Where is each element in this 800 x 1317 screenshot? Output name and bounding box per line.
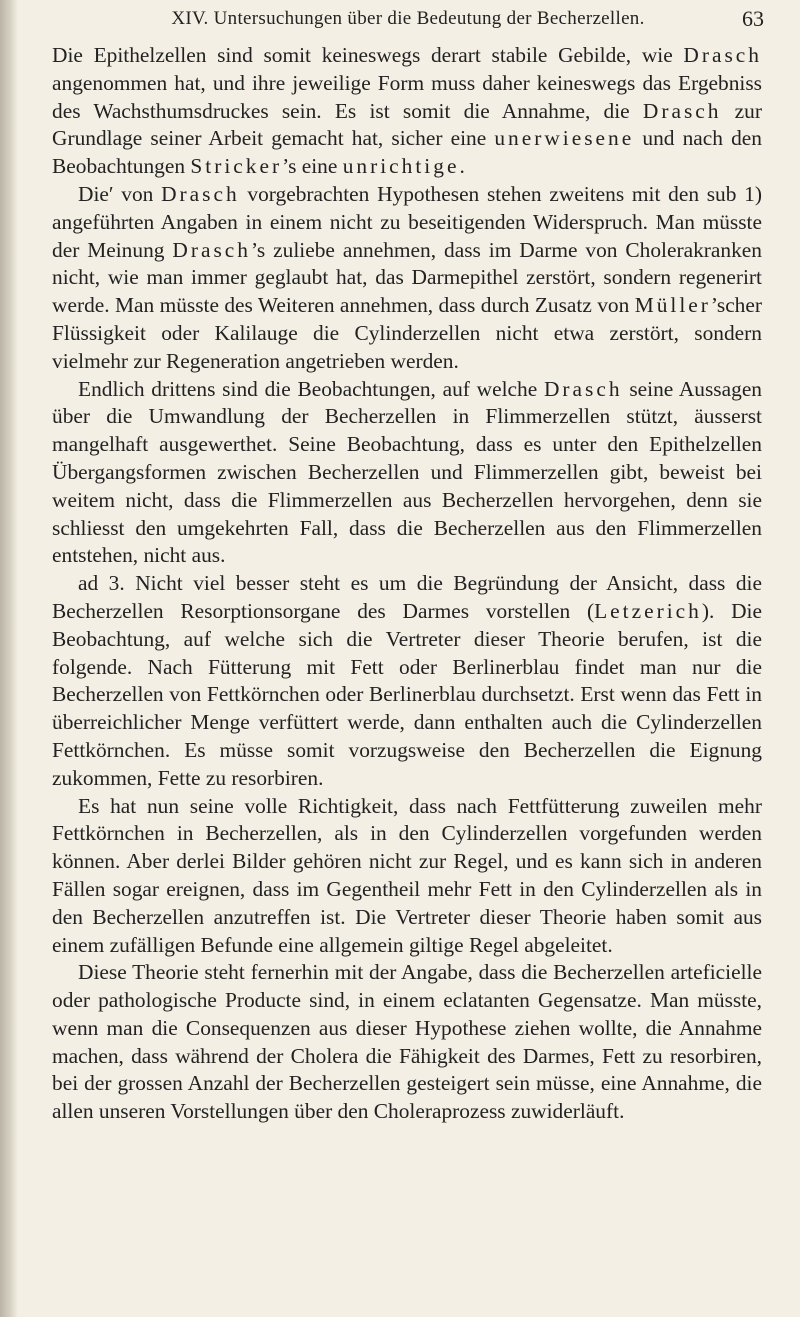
text-run: Die Epithelzellen sind somit keineswegs derart stabile Gebilde, wie bbox=[52, 43, 684, 67]
text-run: ad 3. Nicht viel besser steht es um die Begründung der Ansicht, dass die Becherzellen Resorptionsorgane des Darmes vorstellen ( bbox=[52, 571, 762, 623]
spaced-name: Drasch bbox=[172, 237, 251, 262]
text-run: Endlich drittens sind die Beobachtungen, auf welche bbox=[78, 376, 544, 401]
text-run: ’s eine bbox=[282, 154, 343, 179]
text-run: ). Die Beobachtung, auf welche sich die Vertreter dieser Theorie berufen, ist die folgende. Nach Fütterung mit Fett oder Berlinerblau findet man nur die Becherzellen von Fettkörnchen oder Berlinerblau durchsetzt. Erst wenn das Fett in überreichlicher Menge verfüttert werde, dann enthalten auch die Cylinderzellen Fettkörnchen. Es müsse somit vorzugsweise den Becherzellen die Eignung zukommen, Fette zu resorbiren. bbox=[52, 598, 762, 790]
text-run: zur Grundlage seiner Arbeit gemacht hat, sicher eine bbox=[52, 98, 762, 151]
paragraph-2 bbox=[52, 181, 762, 376]
spaced-name: Drasch bbox=[642, 98, 722, 123]
spaced-name: Stricker bbox=[190, 154, 283, 179]
paragraph-4 bbox=[52, 570, 762, 792]
spaced-name: Drasch bbox=[161, 181, 240, 206]
text-run: und nach den Beobachtungen bbox=[52, 126, 762, 179]
running-head bbox=[52, 4, 764, 36]
body-text bbox=[52, 42, 762, 1126]
spaced-name: Drasch bbox=[683, 43, 762, 67]
spaced-name: Letzerich bbox=[594, 598, 702, 623]
page-edge-shadow bbox=[0, 0, 18, 1317]
spaced-name: Müller bbox=[634, 293, 711, 318]
text-run: seine Aussagen über die Umwandlung der Becherzellen in Flimmerzellen stützt, äusserst mangelhaft ausgewerthet. Seine Beobachtung, dass es unter den Epithelzellen Übergangsformen zwischen Becherzellen und Flimmerzellen gibt, beweist bei weitem nicht, dass die Flimmerzellen aus Becherzellen hervorgehen, denn sie schliesst den umgekehrten Fall, dass die Becherzellen aus den Flimmerzellen entstehen, nicht aus. bbox=[52, 376, 763, 568]
text-run: angenommen hat, und ihre jeweilige Form muss daher keineswegs das Ergebniss des Wachsthumsdruckes sein. Es ist somit die Annahme, die bbox=[52, 70, 762, 123]
text-run: Die′ von bbox=[78, 181, 162, 206]
spaced-name: unerwiesene bbox=[494, 126, 635, 151]
text-run: vorgebrachten Hypothesen stehen zweitens mit den sub 1) angeführten Angaben in einem nicht zu beseitigenden Widerspruch. Man müsste der Meinung bbox=[52, 181, 762, 262]
page-number: 63 bbox=[742, 6, 764, 31]
paragraph-6 bbox=[52, 959, 762, 1126]
text-run: . bbox=[459, 154, 465, 179]
spaced-name: Drasch bbox=[543, 376, 623, 401]
text-run: Diese Theorie steht fernerhin mit der Angabe, dass die Becherzellen arteficielle oder pathologische Producte sind, in einem eclatanten Gegensatze. Man müsste, wenn man die Consequenzen aus dieser Hypothese ziehen wollte, die Annahme machen, dass während der Cholera die Fähigkeit des Darmes, Fett zu resorbiren, bei der grossen Anzahl der Becherzellen gesteigert sein müsse, eine Annahme, die allen unseren Vorstellungen über den Choleraprozess zuwiderläuft. bbox=[52, 960, 762, 1124]
text-run: ’s zuliebe annehmen, dass im Darme von Cholerakranken nicht, wie man immer geglaubt hat, das Darmepithel zerstört, sondern regenerirt werde. Man müsste des Weiteren annehmen, dass durch Zusatz von bbox=[52, 237, 762, 318]
spaced-name: unrichtige bbox=[342, 154, 460, 179]
paragraph-5 bbox=[52, 793, 762, 960]
paragraph-1 bbox=[52, 42, 762, 181]
text-run: ’scher Flüssigkeit oder Kalilauge die Cylinderzellen nicht etwa zerstört, sondern vielmehr zur Regeneration angetrieben werden. bbox=[52, 293, 762, 373]
running-title: XIV. Untersuchungen über die Bedeutung der Becherzellen. bbox=[171, 8, 645, 29]
text-run: Es hat nun seine volle Richtigkeit, dass nach Fettfütterung zuweilen mehr Fettkörnchen in Becherzellen, als in den Cylinderzellen vorgefunden werden können. Aber derlei Bilder gehören nicht zur Regel, und es kann sich in anderen Fällen sogar ereignen, dass im Gegentheil mehr Fett in den Cylinderzellen als in den Becherzellen anzutreffen ist. Die Vertreter dieser Theorie haben somit aus einem zufälligen Befunde eine allgemein giltige Regel abgeleitet. bbox=[52, 793, 762, 957]
paragraph-3 bbox=[52, 376, 762, 571]
